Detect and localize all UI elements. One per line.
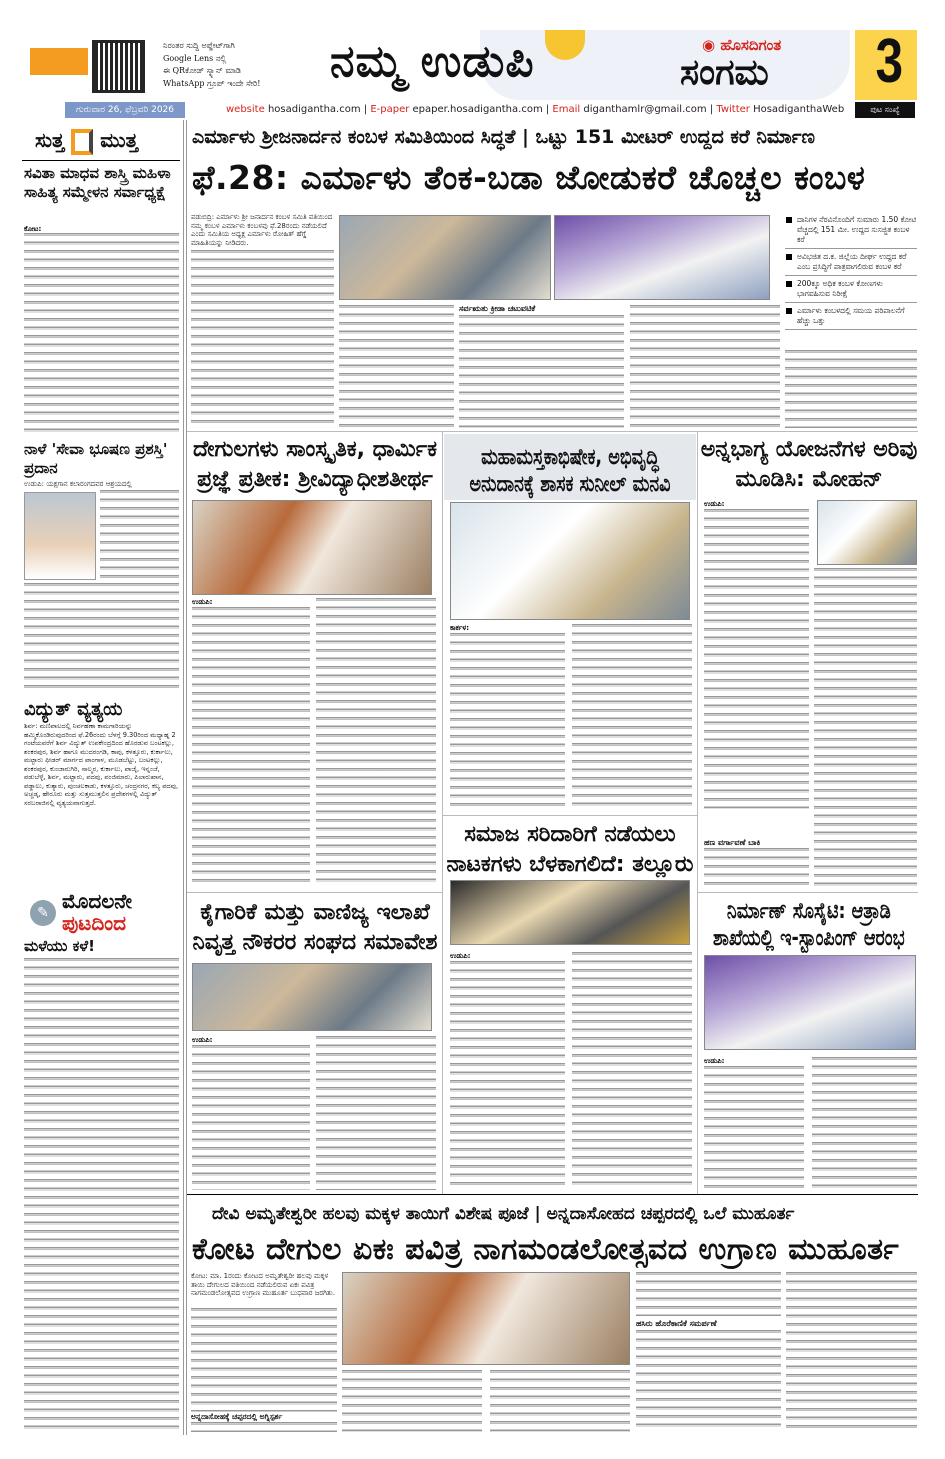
article-body-text bbox=[814, 568, 917, 888]
link-label: Twitter bbox=[716, 104, 750, 115]
dateline: ಕಾರ್ಕಳ: bbox=[450, 624, 469, 632]
story-lead bbox=[450, 624, 510, 633]
section-title-b: ಮುತ್ತ bbox=[100, 128, 138, 152]
article-body-text bbox=[450, 961, 565, 1190]
bottom-kicker: ದೇವಿ ಅಮೃತೇಶ್ವರೀ ಹಲವು ಮಕ್ಕಳ ತಾಯಿಗೆ ವಿಶೇಷ ಪೂಜೆ | ಅನ್ನದಾಸೋಹದ ಚಪ್ಪರದಲ್ಲಿ ಒಲೆ ಮುಹೂರ್ತ bbox=[212, 1204, 795, 1224]
contact-links: website hosadigantha.com | E-paper epaper.hosadigantha.com | Email diganthamlr@gmail.com | Twitter HosadiganthaWeb bbox=[226, 104, 845, 115]
article-body-text bbox=[24, 583, 179, 693]
dateline: ಕೋಟ: bbox=[24, 225, 42, 233]
dateline: ಉಡುಪಿ: bbox=[450, 952, 471, 960]
article-body-text bbox=[572, 624, 692, 809]
article-body-text bbox=[192, 1045, 310, 1190]
article-body-text bbox=[100, 490, 179, 580]
story-lead bbox=[192, 598, 252, 607]
lamp-icon: ◉ bbox=[702, 36, 716, 54]
story-lead bbox=[192, 1036, 252, 1045]
highlights-box bbox=[785, 212, 917, 330]
temple-event-photo bbox=[192, 500, 432, 595]
lead-headline: ಫೆ.28: ಎರ್ಮಾಳು ತೆಂಕ-ಬಡಾ ಜೋಡುಕರೆ ಚೊಚ್ಚಲ ಕಂಬಳ bbox=[192, 158, 866, 197]
story-headline: ಸಮಾಜ ಸರಿದಾರಿಗೆ ನಡೆಯಲು ನಾಟಕಗಳು ಬೆಳಕಾಗಲಿದೆ: ತಲ್ಲೂರು bbox=[446, 822, 694, 877]
qr-text-line: ಈ QRಕೋಡ್ ಸ್ಕ್ಯಾನ್ ಮಾಡಿ bbox=[163, 66, 241, 75]
article-body-text bbox=[459, 315, 624, 428]
mla-meeting-photo bbox=[450, 502, 690, 620]
article-body-text bbox=[704, 1066, 804, 1190]
press-meet-photo bbox=[554, 215, 770, 300]
article-body-text bbox=[450, 633, 565, 809]
brand-small-text: ಹೊಸದಿಗಂತ bbox=[720, 36, 782, 54]
link-label: E-paper bbox=[370, 104, 410, 115]
story-headline: ನಿರ್ಮಾಣ್ ಸೊಸೈಟಿ: ಆತ್ರಾಡಿ ಶಾಖೆಯಲ್ಲಿ ಇ-ಸ್ಟಾಂಪಿಂಗ್ ಆರಂಭ bbox=[712, 899, 905, 951]
subheading: ಹಣ ವರ್ಗಾವಣೆ ಬಾಕಿ bbox=[704, 838, 761, 847]
article-body-text bbox=[192, 607, 310, 887]
story-headline: ಅನ್ನಭಾಗ್ಯ ಯೋಜನೆಗಳ ಅರಿವು ಮೂಡಿಸಿ: ಮೋಹನ್ bbox=[700, 437, 918, 492]
column-divider bbox=[183, 120, 184, 1435]
article-body-text bbox=[704, 848, 809, 888]
article-body-text bbox=[191, 250, 334, 428]
column-divider bbox=[442, 432, 443, 1194]
dateline: ಉಡುಪಿ: bbox=[704, 500, 725, 508]
qr-text-line: Google Lens ನಲ್ಲಿ bbox=[163, 53, 227, 63]
article-body-text bbox=[191, 1308, 337, 1412]
article-body-text bbox=[342, 1370, 482, 1432]
subheading: ಸರ್ವಋತು ಕ್ರೀಡಾ ಚಟುವಟಿಕೆ bbox=[459, 304, 536, 313]
article-body-text bbox=[704, 509, 809, 809]
story-lead bbox=[450, 952, 510, 961]
story-headline: ದೇಗುಲಗಳು ಸಾಂಸ್ಕೃತಿಕ, ಧಾರ್ಮಿಕ ಪ್ರಜ್ಞೆ ಪ್ರತೀಕ: ಶ್ರೀವಿದ್ಯಾಧೀಶತೀರ್ಥ bbox=[193, 437, 437, 492]
masthead-background bbox=[480, 30, 850, 100]
meeting-photo bbox=[817, 500, 917, 565]
story-headline: ಮಹಾಮಸ್ತಕಾಭಿಷೇಕ, ಅಭಿವೃದ್ಧಿ ಅನುದಾನಕ್ಕೆ ಶಾಸಕ ಸುನೀಲ್ ಮನವಿ bbox=[469, 445, 671, 497]
divider bbox=[22, 160, 180, 161]
highlight-item: ಎರ್ಮಾಳು ಕಂಬಳದಲ್ಲಿ ಸಮಯ ಪರಿಪಾಲನೆಗೆ ಹೆಚ್ಚು ಒತ್ತು bbox=[785, 303, 917, 330]
qr-text-line: WhatsApp ಗ್ರೂಪ್ ಇಂದೇ ಸೇರಿ! bbox=[163, 78, 261, 88]
story-headline: ಸವಿತಾ ಮಾಧವ ಶಾಸ್ತ್ರಿ ಮಹಿಳಾ ಸಾಹಿತ್ಯ ಸಮ್ಮೇಳನ ಸರ್ವಾಧ್ಯಕ್ಷೆ bbox=[24, 164, 171, 201]
twitter-link[interactable]: HosadiganthaWeb bbox=[753, 104, 845, 115]
divider bbox=[187, 892, 442, 893]
subheading: ಹಸಿರು ಹೊರೆಕಾಣಿಕೆ ಸಮರ್ಪಣೆ bbox=[636, 1319, 717, 1328]
orange-accent-bar bbox=[30, 48, 88, 75]
society-branch-photo bbox=[704, 955, 916, 1050]
divider bbox=[187, 1194, 918, 1195]
dateline: ಉಡುಪಿ: bbox=[192, 1036, 213, 1044]
temple-ceremony-photo bbox=[342, 1272, 630, 1365]
highlight-item: ಅವಿಭಜಿತ ದ.ಕ. ಜಿಲ್ಲೆಯ ದೀರ್ಘ ಉದ್ದದ ಕರೆ ಎಂಬ ಪ್ರಸಿದ್ಧಿಗೆ ಪಾತ್ರವಾಗಲಿರುವ ಕಂಬಳ ಕರೆ bbox=[785, 249, 917, 276]
article-body-text bbox=[636, 1272, 781, 1316]
section-title-a: ಸುತ್ತ bbox=[35, 128, 65, 152]
link-label: Email bbox=[552, 104, 581, 115]
email-link[interactable]: diganthamlr@gmail.com bbox=[583, 104, 707, 115]
lead-kicker: ಎರ್ಮಾಳು ಶ್ರೀಜನಾರ್ದನ ಕಂಬಳ ಸಮಿತಿಯಿಂದ ಸಿದ್ಧತೆ | ಒಟ್ಟು 151 ಮೀಟರ್ ಉದ್ದದ ಕರೆ ನಿರ್ಮಾಣ bbox=[192, 126, 815, 148]
article-body-text bbox=[24, 958, 179, 1430]
article-body-text bbox=[316, 598, 436, 887]
bottom-headline: ಕೋಟ ದೇಗುಲ ಏಕಃ ಪವಿತ್ರ ನಾಗಮಂಡಲೋತ್ಸವದ ಉಗ್ರಾಣ ಮುಹೂರ್ತ bbox=[192, 1232, 900, 1267]
kambala-track-photo bbox=[339, 215, 551, 300]
continued-label-red: ಪುಟದಿಂದ bbox=[62, 911, 127, 935]
story-lead: ಪಡುಬಿದ್ರಿ: ಎರ್ಮಾಳು ಶ್ರೀ ಜನಾರ್ದನ ಕಂಬಳ ಸಮಿತಿ ವತಿಯಿಂದ ನಮ್ಮ ಕಂಬಳ ಎರ್ಮಾಳು ಕಂಬಳವು ಫೆ.28ರಂದು ನಡೆಯಲಿದೆ ಎಂದು ಸಮಿತಿಯ ಅಧ್ಯಕ್ಷ ಎರ್ಮಾಳು ರೋಹಿತ್ ಹೆಗ್ಡೆ ಮಾಹಿತಿಯನ್ನು ನೀಡಿದರು. bbox=[191, 213, 333, 247]
story-headline: ಮಳೆಯು ಕಳೆ! bbox=[24, 937, 95, 955]
continued-banner bbox=[62, 890, 132, 934]
story-lead bbox=[704, 500, 764, 509]
story-lead bbox=[704, 1057, 764, 1066]
brand-big: ಸಂಗಮ bbox=[680, 52, 769, 93]
article-body-text bbox=[636, 1330, 781, 1432]
article-body-text bbox=[812, 1057, 917, 1190]
page-title: ನಮ್ಮ ಉಡುಪಿ bbox=[330, 36, 535, 87]
qr-text-line: ನಿರಂತರ ಸುದ್ದಿ ಅಪ್ಡೇಟ್‌ಗಾಗಿ bbox=[163, 41, 235, 50]
highlight-item: 200ಕ್ಕೂ ಅಧಿಕ ಕಂಬಳ ಕೋಣಗಳು ಭಾಗವಹಿಸುವ ನಿರೀಕ್ಷೆ bbox=[785, 276, 917, 303]
article-body-text bbox=[24, 233, 179, 433]
divider bbox=[187, 431, 918, 432]
dateline: ಉಡುಪಿ: bbox=[704, 1057, 725, 1065]
divider bbox=[698, 892, 918, 893]
date-badge: ಗುರುವಾರ 26, ಫೆಬ್ರವರಿ 2026 bbox=[65, 102, 185, 118]
story-headline: ಕೈಗಾರಿಕೆ ಮತ್ತು ವಾಣಿಜ್ಯ ಇಲಾಖೆ ನಿವೃತ್ತ ನೌಕರರ ಸಂಘದ ಸಮಾವೇಶ bbox=[192, 900, 438, 955]
link-label: website bbox=[226, 104, 265, 115]
article-body-text bbox=[786, 1272, 917, 1432]
epaper-link[interactable]: epaper.hosadigantha.com bbox=[412, 104, 543, 115]
portrait-photo bbox=[24, 492, 96, 580]
dateline: ಉಡುಪಿ: bbox=[192, 598, 213, 606]
column-divider bbox=[186, 120, 187, 1435]
article-body-text bbox=[191, 1422, 337, 1432]
association-event-photo bbox=[192, 963, 432, 1031]
article-body-text bbox=[785, 350, 917, 428]
qr-instructions bbox=[163, 40, 260, 90]
article-body-text bbox=[339, 305, 454, 428]
website-link[interactable]: hosadigantha.com bbox=[267, 104, 361, 115]
article-body-text bbox=[630, 305, 780, 428]
story-body: ಶಿರ್ವ: ಮಣಿಪಾಲದಲ್ಲಿ ನಿರ್ವಹಣಾ ಕಾಮಗಾರಿಯನ್ನು ಹಮ್ಮಿಕೊಂಡಿರುವುದರಿಂದ ಫೆ.26ರಂದು ಬೆಳಗ್ಗೆ 9.30ರಿಂದ ಮಧ್ಯಾಹ್ನ 2 ಗಂಟೆಯವರೆಗೆ ಶಿರ್ವ ವಿದ್ಯುತ್ ಉಪಕೇಂದ್ರದಿಂದ ಹೊರಡುವ ಬಂಟಕಲ್ಲು, ಶಂಕರಪುರ, ಶಿರ್ವ ಹಾಗೂ ಮುದರಂಗಡಿ, ಕಾಪು, ಕಳತ್ತೂರು, ಕುರ್ಕಾಲು, ಮಟ್ಟಾರು ಫೀಡರ್ ಮಾರ್ಗದ ಪಾಂಗಾಳ, ಮೂಡಬೆಟ್ಟು, ಬಂಟಕಲ್ಲು, ಶಂಕರಪುರ, ಕುಂಜಾರುಗಿರಿ, ಸಾಲ್ಮರ, ಕುರ್ಕಾಲು, ಪಾಜೈ, ಇನ್ನಂಜೆ, ಪಡುಬೆಳ್ಳೆ, ಶಿರ್ವ, ಮಟ್ಟಾರು, ಪದವು, ಪಂಜಿಮಾರು, ಪಿಲಾರುಖಾನ, ಪಡ್ಡಾಲು, ಕುತ್ಯಾರು, ಪುಂಚಲಕಾಡು, ಕಳತ್ತೂರು, ಚಂದ್ರನಗರ, ಕಲ್ಯ ಪದವು, ಅಚ್ಚಡ್ಕ, ಹೇರೂರು ಮತ್ತು ಸುತ್ತಮುತ್ತಲಿನ ಪ್ರದೇಶಗಳಲ್ಲಿ ವಿದ್ಯುತ್ ಸರಬರಾಜಿನಲ್ಲಿ ವ್ಯತ್ಯಯವಾಗುತ್ತದೆ. bbox=[24, 722, 179, 807]
article-body-text bbox=[490, 1370, 630, 1432]
story-headline: ವಿದ್ಯುತ್ ವ್ಯತ್ಯಯ bbox=[24, 699, 123, 720]
story-lead: ಉಡುಪಿ: ಯಕ್ಷಗಾನ ಕಲಾರಂಗದವರ ಆಶ್ರಯದಲ್ಲಿ bbox=[24, 480, 132, 488]
page-label: ಪುಟ ಸಂಖ್ಯೆ bbox=[855, 102, 915, 118]
pencil-icon: ✎ bbox=[30, 900, 56, 926]
qr-code-icon[interactable] bbox=[92, 40, 145, 93]
article-body-text bbox=[572, 952, 692, 1190]
column-divider bbox=[697, 432, 698, 1194]
divider bbox=[443, 815, 697, 816]
door-icon bbox=[71, 129, 93, 155]
continued-label: ಮೊದಲನೇ bbox=[62, 889, 132, 913]
story-lead: ಕೋಟ: ಮಾ. 1ರಂದು ಕೋಟದ ಅಮೃತೇಶ್ವರೀ ಹಲವು ಮಕ್ಕಳ ತಾಯಿ ದೇಗುಲದ ವತಿಯಿಂದ ನಡೆಯಲಿರುವ ಏಕಃ ಪವಿತ್ರ ನಾಗಮಂಡಲೋತ್ಸವದ ಉಗ್ರಾಣ ಮುಹೂರ್ತ ಬುಧವಾರ ಜರಗಿತು. bbox=[191, 1272, 336, 1297]
page-number: 3 bbox=[875, 27, 904, 96]
subheading: ಅನ್ನದಾಸೋಹಕ್ಕೆ ಚಪ್ಪರದಲ್ಲಿ ಅಗ್ನಿಸ್ಪರ್ಶ bbox=[191, 1412, 283, 1421]
drama-award-photo bbox=[450, 880, 690, 945]
article-body-text bbox=[316, 1036, 436, 1190]
section-title bbox=[35, 128, 138, 155]
story-headline: ನಾಳೆ 'ಸೇವಾ ಭೂಷಣ ಪ್ರಶಸ್ತಿ' ಪ್ರದಾನ bbox=[24, 440, 168, 477]
highlight-item: ದಾನಿಗಳ ನೆರವಿನೊಂದಿಗೆ ಸುಮಾರು 1.50 ಕೋಟಿ ವೆಚ್ಚದಲ್ಲಿ 151 ಮೀ. ಉದ್ದದ ಸುಸಜ್ಜಿತ ಕಂಬಳ ಕರೆ bbox=[785, 212, 917, 249]
